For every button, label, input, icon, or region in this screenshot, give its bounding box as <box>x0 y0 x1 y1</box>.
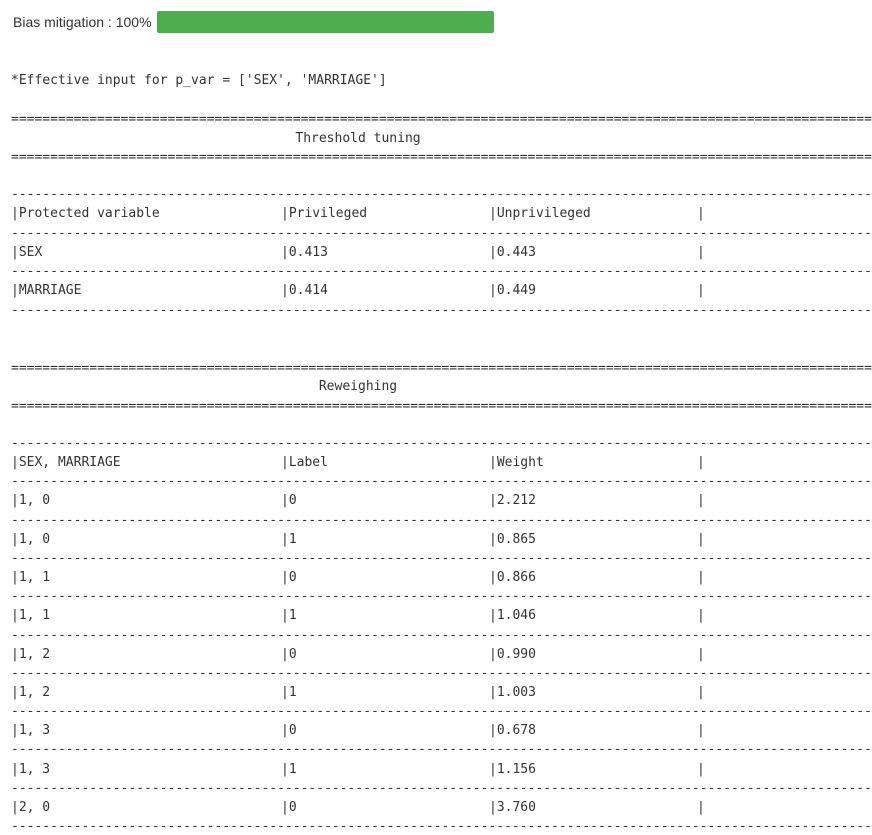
table-row <box>11 800 705 816</box>
table-cell: |0 <box>281 799 297 815</box>
reweighing-title: Reweighing <box>318 379 398 394</box>
table-row <box>11 532 705 548</box>
table-cell: |1, 2 <box>11 646 51 662</box>
dashed-rule: -------------------------------------------------------------------------------------------------------------- <box>11 436 872 451</box>
dashed-rule: -------------------------------------------------------------------------------------------------------------- <box>11 704 872 720</box>
row-end-border: | <box>697 244 705 260</box>
threshold-tuning-title: Threshold tuning <box>295 131 421 146</box>
row-end-border: | <box>697 646 705 662</box>
table-cell: |0 <box>281 570 297 586</box>
table-cell: |1.003 <box>489 684 536 700</box>
table-cell: |1.156 <box>489 761 536 777</box>
table-row <box>11 647 705 663</box>
progress-row <box>13 10 494 33</box>
table-cell: |1.046 <box>489 608 536 624</box>
row-end-border: | <box>697 608 705 624</box>
table-row <box>11 608 705 624</box>
table-cell: |1, 3 <box>11 761 51 777</box>
table-cell: |0.990 <box>489 646 536 662</box>
table-cell: |0.678 <box>489 723 536 739</box>
table-cell: |1, 0 <box>11 531 51 547</box>
table-cell: |Weight <box>489 455 544 471</box>
double-rule: ============================================================================================================== <box>11 150 872 165</box>
table-row <box>11 283 705 299</box>
effective-input-text: *Effective input for p_var = ['SEX', 'MARRIAGE'] <box>11 73 387 88</box>
dashed-rule: -------------------------------------------------------------------------------------------------------------- <box>11 819 872 834</box>
dashed-rule: -------------------------------------------------------------------------------------------------------------- <box>11 512 872 528</box>
row-end-border: | <box>697 455 705 471</box>
dashed-rule: -------------------------------------------------------------------------------------------------------------- <box>11 264 872 279</box>
table-cell: |1 <box>281 761 297 777</box>
progress-bar <box>157 11 494 33</box>
table-cell: |1, 0 <box>11 493 51 509</box>
table-cell: |3.760 <box>489 799 536 815</box>
dashed-rule: -------------------------------------------------------------------------------------------------------------- <box>11 187 872 202</box>
table-cell: |0.449 <box>489 283 536 299</box>
table-cell: |0.865 <box>489 531 536 547</box>
progress-bar-fill <box>157 11 494 33</box>
table-cell: |MARRIAGE <box>11 283 82 299</box>
table-cell: |0.414 <box>281 283 328 299</box>
table-cell: |0 <box>281 723 297 739</box>
table-cell: |1, 3 <box>11 723 51 739</box>
row-end-border: | <box>697 283 705 299</box>
double-rule: ============================================================================================================== <box>11 399 872 414</box>
table-row <box>11 245 705 261</box>
row-end-border: | <box>697 799 705 815</box>
table-cell: |1 <box>281 684 297 700</box>
row-end-border: | <box>697 206 705 222</box>
table-header-row <box>11 206 705 222</box>
table-row <box>11 762 705 778</box>
row-end-border: | <box>697 684 705 700</box>
double-rule: ============================================================================================================== <box>11 361 872 376</box>
table-row <box>11 685 705 701</box>
row-end-border: | <box>697 761 705 777</box>
progress-label: Bias mitigation : 100% <box>13 13 152 30</box>
dashed-rule: -------------------------------------------------------------------------------------------------------------- <box>11 302 872 318</box>
table-cell: |Privileged <box>281 206 368 222</box>
dashed-rule: -------------------------------------------------------------------------------------------------------------- <box>11 742 872 758</box>
double-rule: ============================================================================================================== <box>11 112 872 127</box>
dashed-rule: -------------------------------------------------------------------------------------------------------------- <box>11 665 872 681</box>
table-row <box>11 570 705 586</box>
table-cell: |1 <box>281 608 297 624</box>
table-cell: |0.866 <box>489 570 536 586</box>
dashed-rule: -------------------------------------------------------------------------------------------------------------- <box>11 589 872 605</box>
table-cell: |SEX, MARRIAGE <box>11 455 121 471</box>
table-cell: |Label <box>281 455 328 471</box>
dashed-rule: -------------------------------------------------------------------------------------------------------------- <box>11 780 872 796</box>
row-end-border: | <box>697 723 705 739</box>
row-end-border: | <box>697 493 705 509</box>
table-cell: |1, 2 <box>11 684 51 700</box>
table-cell: |1, 1 <box>11 570 51 586</box>
dashed-rule: -------------------------------------------------------------------------------------------------------------- <box>11 474 872 490</box>
table-cell: |0.443 <box>489 244 536 260</box>
table-cell: |2.212 <box>489 493 536 509</box>
row-end-border: | <box>697 570 705 586</box>
table-row <box>11 493 705 509</box>
table-row <box>11 723 705 739</box>
table-cell: |0 <box>281 646 297 662</box>
table-cell: |2, 0 <box>11 799 51 815</box>
dashed-rule: -------------------------------------------------------------------------------------------------------------- <box>11 627 872 643</box>
dashed-rule: -------------------------------------------------------------------------------------------------------------- <box>11 225 872 241</box>
table-cell: |Protected variable <box>11 206 160 222</box>
table-cell: |SEX <box>11 244 43 260</box>
table-cell: |0 <box>281 493 297 509</box>
table-cell: |1 <box>281 531 297 547</box>
table-cell: |1, 1 <box>11 608 51 624</box>
row-end-border: | <box>697 531 705 547</box>
table-header-row <box>11 455 705 471</box>
table-cell: |Unprivileged <box>489 206 591 222</box>
table-cell: |0.413 <box>281 244 328 260</box>
dashed-rule: -------------------------------------------------------------------------------------------------------------- <box>11 550 872 566</box>
